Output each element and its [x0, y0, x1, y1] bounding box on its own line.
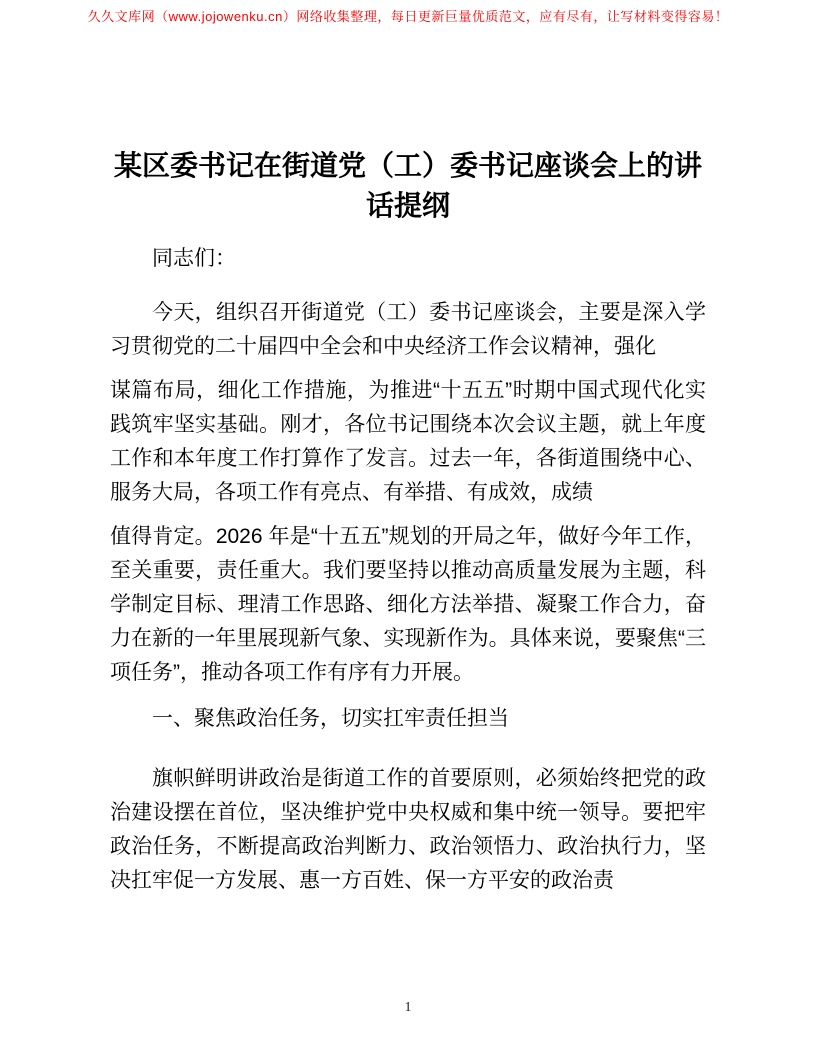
salutation: 同志们：: [152, 247, 236, 270]
body-paragraph: 值得肯定。2026 年是“十五五”规划的开局之年，做好今年工作，至关重要，责任重大。我们要坚持以推动高质量发展为主题，科学制定目标、理清工作思路、细化方法举措、凝聚工作合力，奋力在新的一年里展现新气象、实现新作为。具体来说，要聚焦“三项任务”，推动各项工作有序有力开展。: [110, 525, 706, 684]
document-title: 某区委书记在街道党（工）委书记座谈会上的讲话提纲: [113, 150, 702, 221]
document-body: [0, 242, 816, 898]
page-number: 1: [404, 1000, 412, 1015]
section-heading: 一、聚焦政治任务，切实扛牢责任担当: [152, 707, 509, 730]
watermark-header-text: 久久文库网（www.jojowenku.cn）网络收集整理，每日更新巨量优质范文，应有尽有，让写材料变得容易！: [87, 9, 729, 24]
body-paragraph: 谋篇布局，细化工作措施，为推进“十五五”时期中国式现代化实践筑牢坚实基础。刚才，各位书记围绕本次会议主题，就上年度工作和本年度工作打算作了发言。过去一年，各街道围绕中心、服务大局，各项工作有亮点、有举措、有成效，成绩: [110, 379, 706, 504]
body-paragraph: 旗帜鲜明讲政治是街道工作的首要原则，必须始终把党的政治建设摆在首位，坚决维护党中央权威和集中统一领导。要把牢政治任务，不断提高政治判断力、政治领悟力、政治执行力，坚决扛牢促一方发展、惠一方百姓、保一方平安的政治责: [110, 767, 706, 892]
body-paragraph: 今天，组织召开街道党（工）委书记座谈会，主要是深入学习贯彻党的二十届四中全会和中央经济工作会议精神，强化: [110, 301, 706, 358]
